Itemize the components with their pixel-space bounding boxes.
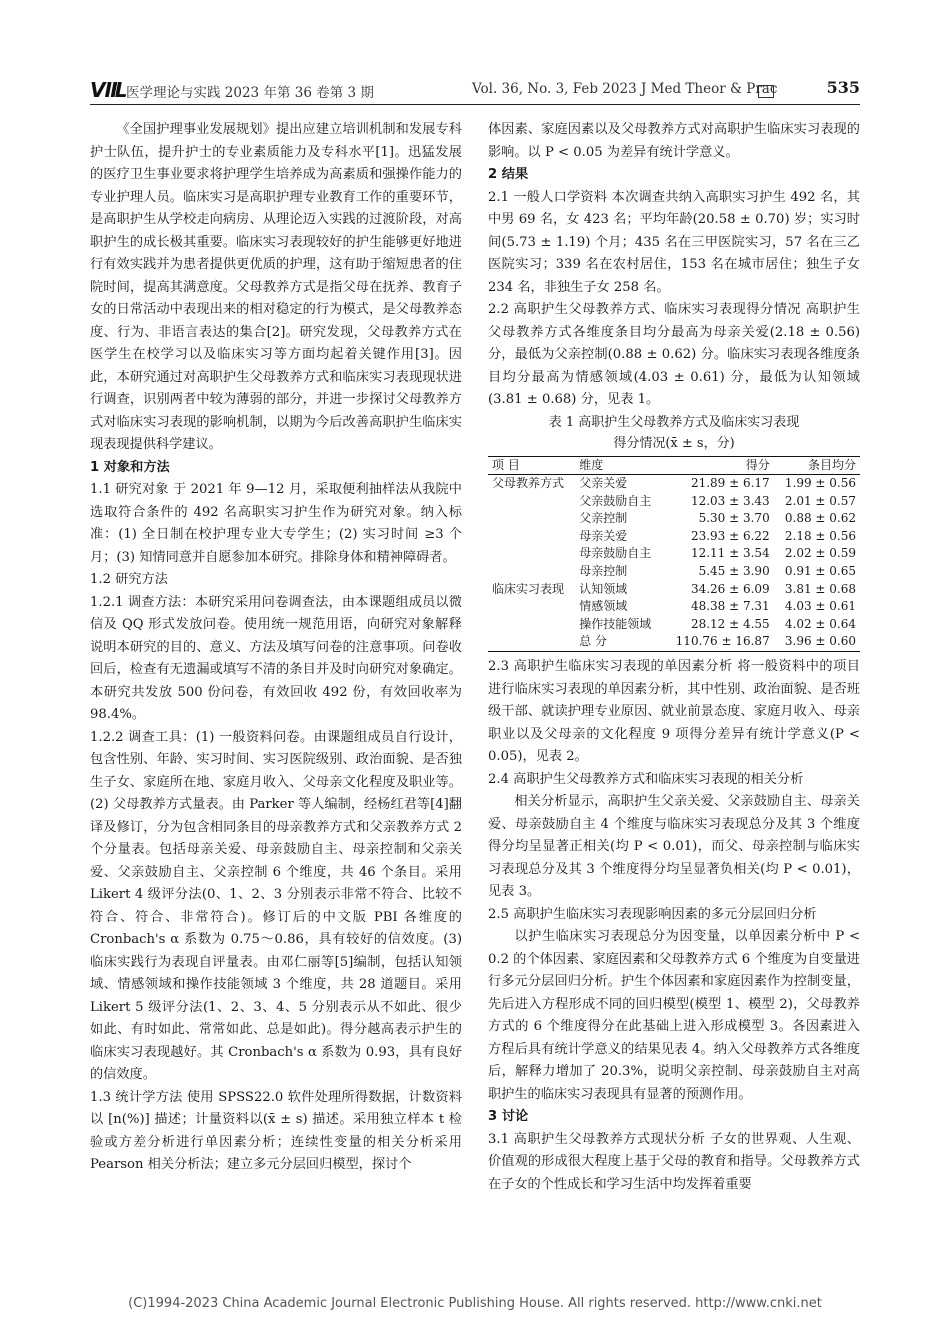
table-row — [488, 563, 860, 581]
table-cell: 父亲控制 — [579, 511, 628, 526]
table-cell: 2.02 ± 0.59 — [784, 546, 856, 561]
paragraph-1-1: 1.1 研究对象 于 2021 年 9—12 月，采取便利抽样法从我院中选取符合条件的 492 名高职实习护生作为研究对象。纳入标准：(1) 全日制在校护理专业大专学生；(2) 实习时间 ≥3 个月；(3) 知情同意并自愿参加本研究。排除身体和精神障碍者。 — [90, 482, 462, 565]
table-cell: 21.89 ± 6.17 — [690, 476, 770, 491]
paragraph-2-4: 相关分析显示，高职护生父亲关爱、父亲鼓励自主、母亲关爱、母亲鼓励自主 4 个维度与临床实习表现总分及其 3 个维度得分均呈显著正相关(均 P < 0.01)，而父、母亲控制与临床实习表现总分及其 3 个维度得分均呈显著负相关(均 P < 0.01)，见表 3。 — [488, 794, 860, 900]
table-row — [488, 633, 860, 651]
col-header-dimension: 维度 — [575, 456, 662, 475]
table-1-caption-line-2: 得分情况(x̄ ± s，分) — [613, 435, 735, 451]
header-square-icon — [758, 85, 774, 98]
paragraph-2-2: 2.2 高职护生父母教养方式、临床实习表现得分情况 高职护生父母教养方式各维度条目均分最高为母亲关爱(2.18 ± 0.56) 分，最低为父亲控制(0.88 ± 0.62) 分。临床实习表现各维度条目均分最高为情感领域(4.03 ± 0.61) 分，最低为认知领域(3.81 ± 0.68) 分，见表 1。 — [488, 302, 860, 407]
table-cell: 情感领域 — [579, 599, 628, 614]
right-column — [488, 119, 860, 1196]
table-cell: 操作技能领域 — [579, 616, 652, 631]
table-cell — [488, 493, 575, 511]
table-cell — [488, 633, 575, 651]
subheading-1-2: 1.2 研究方法 — [90, 572, 168, 587]
table-cell: 12.11 ± 3.54 — [690, 546, 770, 561]
table-cell: 母亲鼓励自主 — [579, 546, 652, 561]
table-cell: 1.99 ± 0.56 — [784, 476, 856, 491]
table-row — [488, 475, 860, 493]
table-row — [488, 598, 860, 616]
table-cell: 110.76 ± 16.87 — [662, 633, 773, 651]
table-cell: 4.03 ± 0.61 — [784, 599, 856, 614]
table-cell: 3.81 ± 0.68 — [784, 581, 856, 596]
page-header — [90, 78, 860, 102]
paragraph-2-5: 以护生临床实习表现总分为因变量，以单因素分析中 P < 0.2 的个体因素、家庭因素和父母教养方式 6 个维度为自变量进行多元分层回归分析。护生个体因素和家庭因素作为控制变量，先后进入方程形成不同的回归模型(模型 1、模型 2)，父母教养方式的 6 个维度得分在此基础上进入形成模型 3。各因素进入方程后具有统计学意义的结果见表 4。纳入父母教养方式各维度后，解释力增加了 20.3%，说明父亲控制、母亲鼓励自主对高职护生的临床实习表现具有显著的预测作用。 — [488, 929, 860, 1102]
table-cell: 2.01 ± 0.57 — [784, 493, 856, 508]
paragraph-2-1: 2.1 一般人口学资料 本次调查共纳入高职实习护生 492 名，其中男 69 名，女 423 名；平均年龄(20.58 ± 0.70) 岁；实习时间(5.73 ± 1.19) 个月；435 名在三甲医院实习，57 名在三乙医院实习；339 名在农村居住，153 名在城市居住；独生子女 234 名，非独生子女 258 名。 — [488, 189, 860, 295]
table-1-caption-line-1: 表 1 高职护生父母教养方式及临床实习表现 — [548, 414, 800, 430]
page-number: 535 — [826, 78, 860, 97]
header-rule — [90, 104, 860, 105]
table-cell: 3.96 ± 0.60 — [774, 633, 860, 651]
table-cell: 48.38 ± 7.31 — [690, 599, 770, 614]
table-cell — [488, 510, 575, 528]
copyright-footer: (C)1994-2023 China Academic Journal Electronic Publishing House. All rights reserved. http://www.cnki.net — [128, 1296, 822, 1311]
table-header-row — [488, 456, 860, 475]
paragraph-2-3: 2.3 高职护生临床实习表现的单因素分析 将一般资料中的项目进行临床实习表现的单因素分析，其中性别、政治面貌、是否班级干部、就读护理专业原因、就业前景态度、家庭月收入、母亲职业以及父母亲的文化程度 9 项得分差异有统计学意义(P < 0.05)，见表 2。 — [488, 659, 860, 765]
journal-logo-icon: ⅦL — [90, 78, 125, 102]
table-row — [488, 510, 860, 528]
table-cell: 2.18 ± 0.56 — [784, 528, 856, 543]
table-row — [488, 545, 860, 563]
table-cell: 总 分 — [575, 633, 662, 651]
table-cell: 父母教养方式 — [492, 476, 565, 491]
table-cell: 母亲关爱 — [579, 528, 628, 543]
table-row — [488, 581, 860, 599]
col-header-score: 得分 — [662, 456, 773, 475]
subheading-2-5: 2.5 高职护生临床实习表现影响因素的多元分层回归分析 — [488, 906, 817, 922]
table-cell: 23.93 ± 6.22 — [690, 528, 770, 543]
table-cell: 5.45 ± 3.90 — [698, 564, 770, 579]
paragraph-1-2-1: 1.2.1 调查方法：本研究采用问卷调查法，由本课题组成员以微信及 QQ 形式发放问卷。使用统一规范用语，向研究对象解释说明本研究的目的、意义、方法及填写问卷的注意事项。问卷收回后，检查有无遗漏或填写不清的条目并及时向研究对象确定。本研究共发放 500 份问卷，有效回收 492 份，有效回收率为 98.4%。 — [90, 594, 462, 722]
table-cell: 34.26 ± 6.09 — [690, 581, 770, 596]
table-cell: 认知领域 — [579, 581, 628, 596]
table-cell: 父亲关爱 — [579, 476, 628, 491]
table-cell: 12.03 ± 3.43 — [690, 493, 770, 508]
col-header-item: 项 目 — [488, 456, 575, 475]
subheading-2-4: 2.4 高职护生父母教养方式和临床实习表现的相关分析 — [488, 771, 804, 787]
paragraph-3-1: 3.1 高职护生父母教养方式现状分析 子女的世界观、人生观、价值观的形成很大程度上基于父母的教育和指导。父母教养方式在子女的个性成长和学习生活中均发挥着重要 — [488, 1131, 860, 1192]
table-cell: 28.12 ± 4.55 — [690, 616, 770, 631]
section-heading-discussion: 3 讨论 — [488, 1109, 529, 1125]
table-cell: 0.88 ± 0.62 — [784, 511, 856, 526]
table-cell: 4.02 ± 0.64 — [784, 616, 856, 631]
table-1-caption — [488, 412, 860, 454]
table-cell: 5.30 ± 3.70 — [698, 511, 770, 526]
paragraph-1-2-2: 1.2.2 调查工具：(1) 一般资料问卷。由课题组成员自行设计，包含性别、年龄、实习时间、实习医院级别、政治面貌、是否独生子女、家庭所在地、家庭月收入、父母亲文化程度及职业等。(2) 父母教养方式量表。由 Parker 等人编制，经杨红君等[4]翻译及修订，分为包含相同条目的母亲教养方式和父亲教养方式 2 个分量表。包括母亲关爱、母亲鼓励自主、母亲控制和父亲关爱、父亲鼓励自主、父亲控制 6 个维度，共 46 个条目。采用 Likert 4 级评分法(0、1、2、3 分别表示非常不符合、比较不符合、符合、非常符合)。修订后的中文版 PBI 各维度的 Cronbach's α 系数为 0.75～0.86，具有较好的信效度。(3) 临床实践行为表现自评量表。由邓仁丽等[5]编制，包括认知领域、情感领域和操作技能领域 3 个维度，共 28 道题目。采用 Likert 5 级评分法(1、2、3、4、5 分别表示从不如此、很少如此、有时如此、常常如此、总是如此)。得分越高表示护生的临床实习表现越好。其 Cronbach's α 系数为 0.93，具有良好的信效度。 — [90, 729, 462, 1082]
table-cell — [488, 616, 575, 634]
table-cell: 父亲鼓励自主 — [579, 493, 652, 508]
journal-title-cn: 医学理论与实践 2023 年第 36 卷第 3 期 — [126, 85, 374, 101]
table-cell: 0.91 ± 0.65 — [784, 564, 856, 579]
table-1 — [488, 456, 860, 653]
table-row — [488, 493, 860, 511]
table-row — [488, 528, 860, 546]
left-column — [90, 119, 462, 1177]
section-heading-results: 2 结果 — [488, 167, 529, 182]
journal-volume-info: Vol. 36, No. 3, Feb 2023 J Med Theor & Prac — [472, 81, 778, 97]
table-cell — [488, 598, 575, 616]
table-cell: 母亲控制 — [579, 564, 628, 579]
paragraph-continued: 体因素、家庭因素以及父母教养方式对高职护生临床实习表现的影响。以 P < 0.05 为差异有统计学意义。 — [488, 122, 860, 160]
table-cell: 临床实习表现 — [492, 581, 565, 596]
table-row — [488, 616, 860, 634]
table-cell — [488, 545, 575, 563]
paragraph-1-3: 1.3 统计学方法 使用 SPSS22.0 软件处理所得数据，计数资料以 [n(%)] 描述；计量资料以(x̄ ± s) 描述。采用独立样本 t 检验或方差分析进行单因素分析；连续性变量的相关分析采用 Pearson 相关分析法；建立多元分层回归模型，探讨个 — [90, 1089, 462, 1172]
intro-paragraph: 《全国护理事业发展规划》提出应建立培训机制和发展专科护士队伍，提升护士的专业素质能力及专科水平[1]。迅猛发展的医疗卫生事业要求将护理学生培养成为高素质和强操作能力的专业护理人员。临床实习是高职护理专业教育工作的重要环节，是高职护生从学校走向病房、从理论迈入实践的过渡阶段，对高职护生的成长极其重要。临床实习表现较好的护生能够更好地进行有效实践并为患者提供更优质的护理，这有助于缩短患者的住院时间，提高其满意度。父母教养方式是指父母在抚养、教育子女的日常活动中表现出来的相对稳定的行为模式，是父母教养态度、行为、非语言表达的集合[2]。研究发现，父母教养方式在医学生在校学习以及临床实习等方面均起着关键作用[3]。因此，本研究通过对高职护生父母教养方式和临床实习表现现状进行调查，识别两者中较为薄弱的部分，并进一步探讨父母教养方式对临床实习表现的影响机制，以期为今后改善高职护生临床实现表现提供科学建议。 — [90, 122, 462, 452]
table-cell — [488, 528, 575, 546]
table-cell — [488, 563, 575, 581]
section-heading-methods: 1 对象和方法 — [90, 459, 170, 475]
col-header-item-mean: 条目均分 — [774, 456, 860, 475]
